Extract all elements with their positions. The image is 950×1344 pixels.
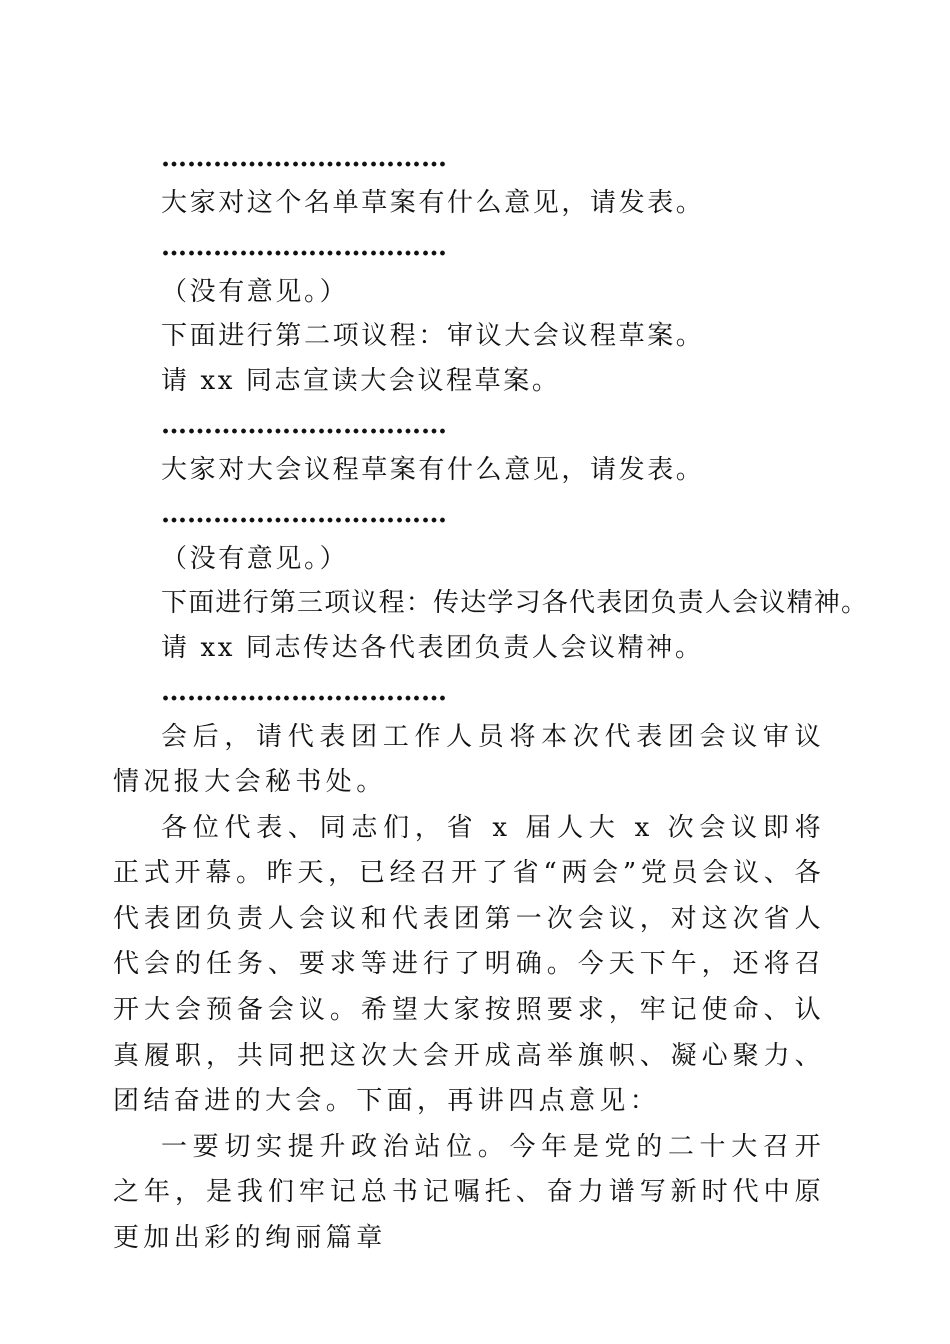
ellipsis-line: …………………………… — [161, 232, 447, 262]
ellipsis-line: …………………………… — [161, 677, 447, 707]
text-line: 请 xx 同志宣读大会议程草案。 — [161, 365, 561, 396]
document-body — [113, 136, 869, 1262]
ellipsis-line: …………………………… — [161, 499, 447, 529]
text-line: 请 xx 同志传达各代表团负责人会议精神。 — [161, 632, 704, 663]
paragraph: 一要切实提升政治站位。今年是党的二十大召开之年，是我们牢记总书记嘱托、奋力谱写新时代中原更加出彩的绚丽篇章 — [113, 1131, 825, 1254]
ellipsis-line: …………………………… — [161, 410, 447, 440]
text-line: 下面进行第三项议程：传达学习各代表团负责人会议精神。 — [161, 588, 869, 618]
text-line: 大家对大会议程草案有什么意见，请发表。 — [161, 454, 705, 485]
text-line: 大家对这个名单草案有什么意见，请发表。 — [161, 187, 705, 218]
ellipsis-line: …………………………… — [161, 143, 447, 173]
paragraph: 各位代表、同志们，省 x 届人大 x 次会议即将正式开幕。昨天，已经召开了省“两会”党员会议、各代表团负责人会议和代表团第一次会议，对这次省人代会的任务、要求等进行了明确。今天下午，还将召开大会预备会议。希望大家按照要求，牢记使命、认真履职，共同把这次大会开成高举旗帜、凝心聚力、团结奋进的大会。下面，再讲四点意见： — [113, 812, 825, 1117]
text-line: 下面进行第二项议程：审议大会议程草案。 — [161, 321, 705, 351]
text-line: （没有意见。） — [161, 276, 349, 307]
text-line: （没有意见。） — [161, 543, 349, 574]
paragraph: 会后，请代表团工作人员将本次代表团会议审议情况报大会秘书处。 — [113, 721, 825, 798]
